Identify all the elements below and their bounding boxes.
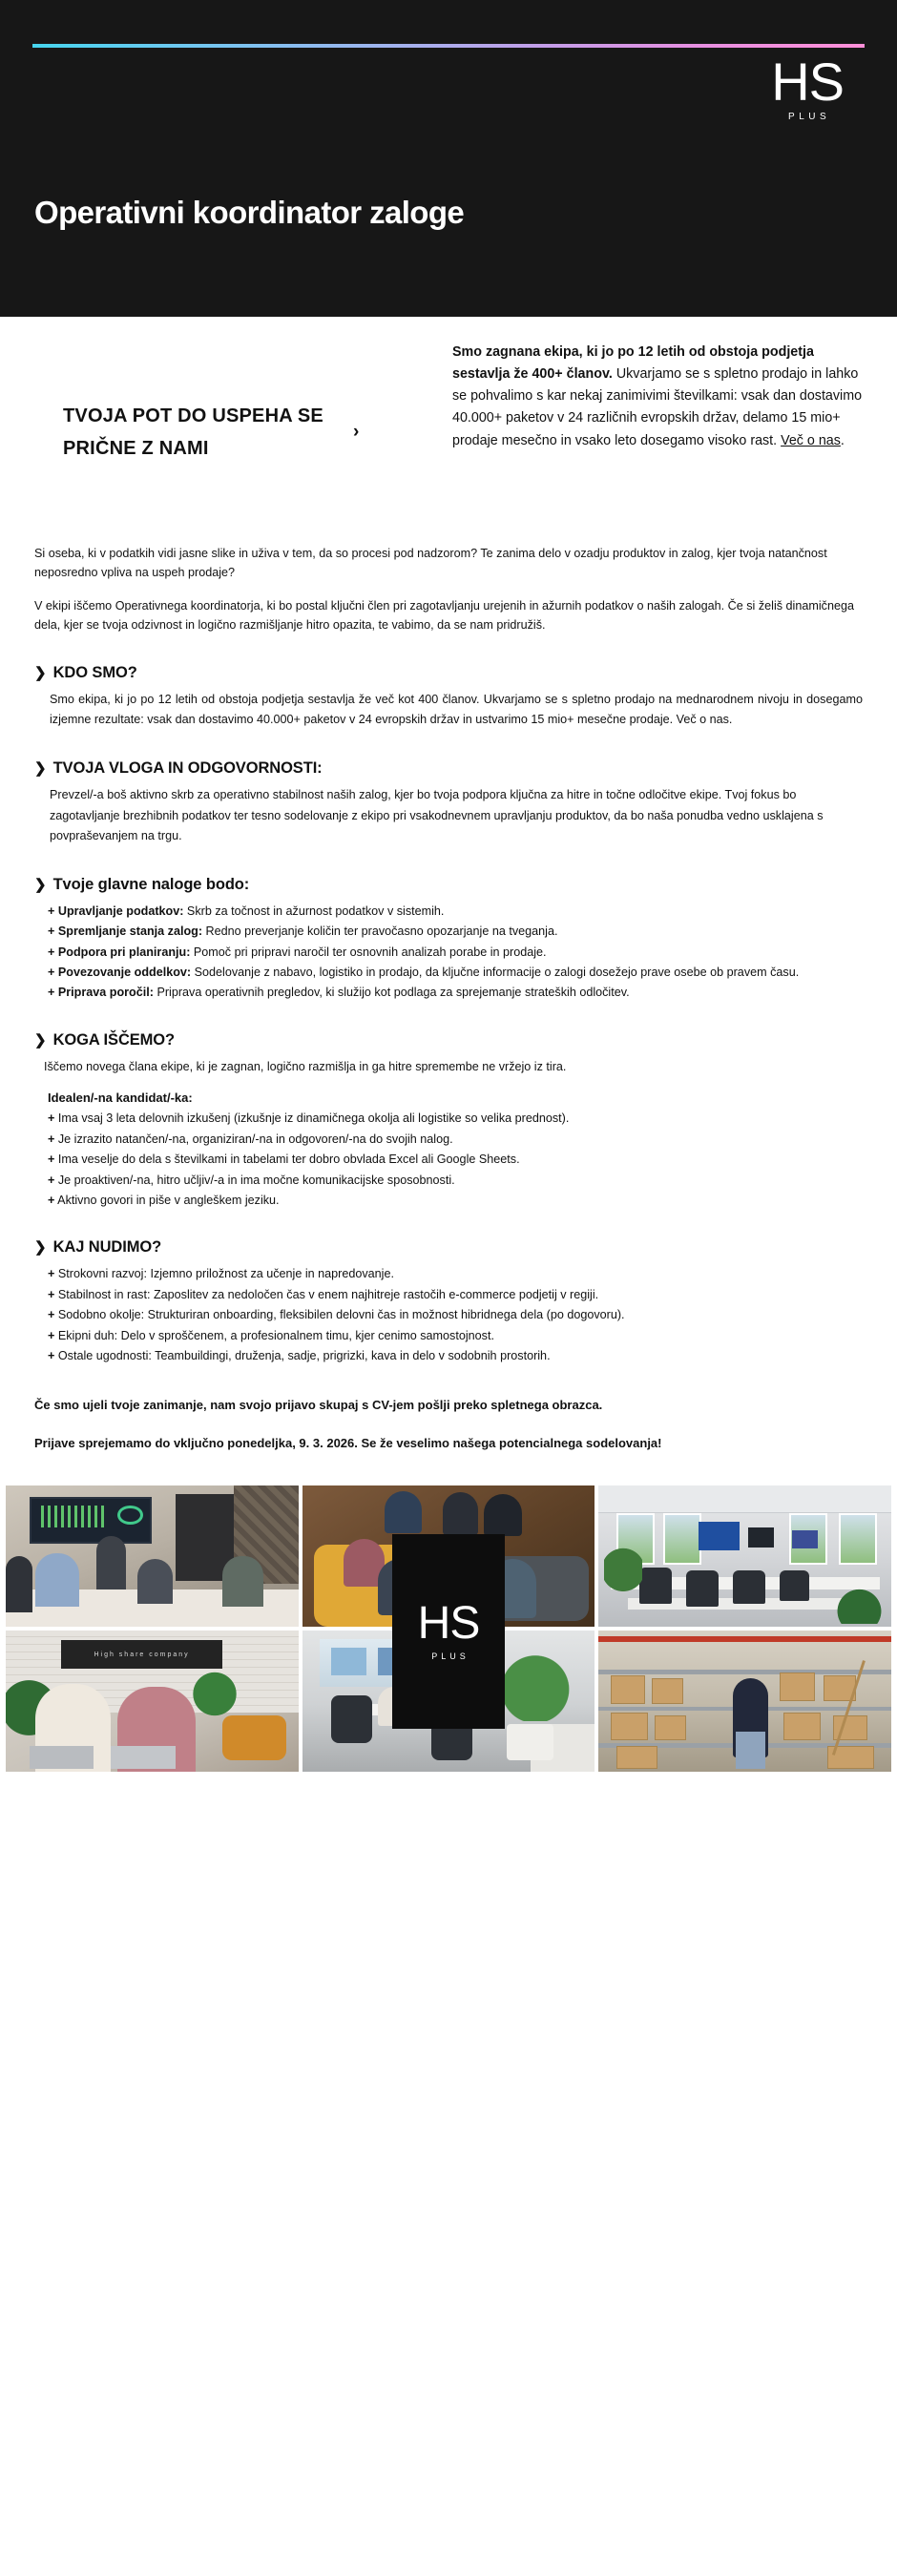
closing-deadline-text: Prijave sprejemamo do vključno ponedeljka, 9. 3. 2026. Se že veselimo našega potencialnega sodelovanja!: [34, 1436, 662, 1451]
list-item-label: Upravljanje podatkov:: [57, 904, 184, 918]
company-logo: [771, 52, 844, 122]
about-us-link[interactable]: Več o nas: [781, 432, 841, 448]
list-item-text: Sodobno okolje: Strukturiran onboarding, fleksibilen delovni čas in možnost hibridnega dela (po dogovoru).: [54, 1308, 625, 1322]
photo-person: [35, 1553, 79, 1607]
page-content: [0, 317, 897, 1453]
photo-box: [655, 1715, 687, 1741]
plus-icon: +: [48, 1308, 55, 1322]
photo-monitor: [748, 1527, 775, 1548]
intro-lead-rest: Ukvarjamo se s spletno prodajo in lahko se pohvalimo s kar nekaj zanimivimi številkami: vsak dan dostavimo 40.000+ paketov v 24 različnih evropskih držav, delamo 15 mio+ prodaje mesečno in vsako leto dosegamo visoko rast.: [452, 366, 863, 448]
list-item-text: Stabilnost in rast: Zaposlitev za nedoločen čas v enem najhitreje rastočih e-commerce podjetij v regiji.: [54, 1287, 599, 1301]
photo-person: [137, 1559, 173, 1604]
photo-box: [611, 1675, 646, 1704]
list-item-text: Sodelovanje z nabavo, logistiko in prodajo, da ključne informacije o zalogi dosežejo prave osebe ob pravem času.: [191, 966, 800, 980]
photo-gallery: [0, 1485, 897, 1777]
photo-person: [385, 1491, 423, 1533]
photo-person: [484, 1494, 522, 1536]
intro-section: [34, 317, 863, 523]
list-item-label: Spremljanje stanja zalog:: [57, 924, 203, 939]
subsection-heading-kandidat: Idealen/-na kandidat/-ka:: [48, 1091, 193, 1106]
photo-person: [222, 1556, 263, 1607]
list-item: [48, 1326, 863, 1345]
section-body-kdo-smo: Smo ekipa, ki jo po 12 letih od obstoja podjetja sestavlja že več kot 400 članov. Ukvarjamo se s spletno prodajo na mednarodnem nivoju in dosegamo izjemne rezultate: vsak dan dostavimo 40.000+ paketov v 24 evropskih držav in ustvarimo 15 mio+ mesečne prodaje. Več o nas.: [50, 692, 863, 727]
list-item: [48, 1130, 863, 1149]
photo-office-chair: [639, 1568, 672, 1604]
photo-plant-pot: [507, 1724, 553, 1760]
chevron-right-icon: ❯: [34, 876, 47, 893]
body-paragraph-2: V ekipi iščemo Operativnega koordinatorja, ki bo postal ključni člen pri zagotavljanju urejenih in ažurnih podatkov o naših zalogah. Če si želiš dinamičnega dela, kjer se tvoja odzivnost in logično razmišljanje hitro opazita, te vabimo, da se nam pridružiš.: [34, 598, 854, 633]
photo-warehouse: [598, 1631, 891, 1772]
list-item-label: Priprava poročil:: [57, 986, 154, 1000]
photo-window: [839, 1513, 877, 1564]
photo-office-chair: [780, 1570, 809, 1602]
plus-icon: +: [48, 986, 55, 1000]
plus-icon: +: [48, 1348, 55, 1362]
photo-ceiling-beam: [598, 1636, 891, 1642]
plus-icon: +: [48, 1153, 55, 1167]
list-item-label: Podpora pri planiranju:: [57, 945, 191, 959]
section-heading-text: Tvoje glavne naloge bodo:: [52, 875, 250, 893]
page-title: Operativni koordinator zaloge: [34, 195, 465, 230]
list-item-text: Je proaktiven/-na, hitro učljiv/-a in ima močne komunikacijske sposobnosti.: [54, 1173, 455, 1187]
intro-lead-paragraph: [445, 342, 863, 452]
plus-icon: +: [48, 966, 55, 980]
list-item: [48, 1346, 863, 1365]
logo-plus-text: PLUS: [788, 112, 831, 122]
chevron-right-icon: ›: [353, 422, 360, 442]
plus-icon: +: [48, 945, 55, 959]
photo-plant: [833, 1582, 886, 1624]
section-heading-text: KDO SMO?: [52, 663, 137, 681]
chevron-right-icon: ❯: [34, 664, 47, 681]
photo-plant: [604, 1536, 642, 1592]
list-item-text: Ima vsaj 3 leta delovnih izkušenj (izkušnje iz dinamičnega okolja ali logistike so velika prednost).: [54, 1111, 570, 1126]
gradient-divider: [32, 44, 865, 48]
list-item: [48, 983, 863, 1002]
list-item: [48, 1285, 863, 1304]
list-item-text: Redno preverjanje količin ter pravočasno opozarjanje na tveganja.: [202, 924, 558, 939]
photo-office-chair: [331, 1695, 372, 1743]
intro-left-column: [34, 342, 445, 523]
plus-icon: +: [48, 904, 55, 918]
section-body-koga-iscemo: Iščemo novega člana ekipe, ki je zagnan, logično razmišlja in ga hitre spremembe ne vržejo iz tira.: [44, 1059, 567, 1073]
chevron-right-icon: ❯: [34, 759, 47, 777]
list-item: [48, 963, 863, 982]
photo-open-office: [598, 1485, 891, 1627]
photo-box: [616, 1746, 657, 1769]
section-heading-kaj-nudimo: [34, 1238, 863, 1257]
chevron-right-icon: ❯: [34, 1239, 47, 1257]
intro-lead-period: .: [840, 432, 845, 448]
section-heading-text: KOGA IŠČEMO?: [52, 1030, 176, 1049]
photo-box: [780, 1672, 815, 1701]
hero-header: [0, 0, 897, 317]
list-item: [48, 1305, 863, 1324]
photo-monitor: [699, 1522, 740, 1550]
photo-monitor: [792, 1530, 819, 1548]
nudimo-list: [34, 1264, 863, 1365]
section-heading-naloge: [34, 876, 863, 894]
list-item-text: Je izrazito natančen/-na, organiziran/-na in odgovoren/-na do svojih nalog.: [54, 1132, 453, 1146]
plus-icon: +: [48, 1194, 55, 1208]
chevron-right-icon: ❯: [34, 1031, 47, 1049]
plus-icon: +: [48, 1132, 55, 1146]
photo-person: [96, 1536, 126, 1589]
photo-box: [652, 1678, 684, 1704]
list-item: [48, 922, 863, 941]
section-heading-kdo-smo: [34, 664, 863, 682]
section-heading-text: TVOJA VLOGA IN ODGOVORNOSTI:: [52, 758, 323, 777]
list-item: [48, 1191, 863, 1210]
photo-box: [611, 1713, 649, 1741]
list-item-text: Pomoč pri pripravi naročil ter osnovnih analizah porabe in prodaje.: [190, 945, 547, 959]
photo-person: [443, 1492, 478, 1534]
plus-icon: +: [48, 1267, 55, 1281]
list-item-text: Aktivno govori in piše v angleškem jeziku.: [54, 1194, 280, 1208]
list-item-text: Strokovni razvoj: Izjemno priložnost za učenje in napredovanje.: [54, 1267, 394, 1281]
plus-icon: +: [48, 1111, 55, 1126]
section-heading-vloga: [34, 759, 863, 778]
naloge-list: [34, 902, 863, 1003]
list-item: [48, 902, 863, 921]
closing-cta-text: Če smo ujeli tvoje zanimanje, nam svojo prijavo skupaj s CV-jem pošlji preko spletnega obrazca.: [34, 1398, 603, 1413]
list-item: [48, 943, 863, 962]
photo-wall-art: [331, 1648, 366, 1676]
photo-chart-bars: [41, 1506, 105, 1528]
photo-window: [663, 1513, 701, 1564]
overlay-logo-hs-text: HS: [417, 1598, 480, 1650]
logo-hs-text: HS: [771, 52, 844, 112]
plus-icon: +: [48, 1173, 55, 1187]
photo-orange-chair: [222, 1715, 286, 1760]
photo-ceiling: [598, 1485, 891, 1514]
photo-meeting-presentation: [6, 1485, 299, 1627]
photo-person: [6, 1556, 32, 1612]
intro-lead-bold: Smo zagnana ekipa, ki jo po 12 letih od obstoja podjetja sestavlja že 400+ članov.: [452, 344, 814, 383]
list-item-label: Povezovanje oddelkov:: [57, 966, 192, 980]
plus-icon: +: [48, 1287, 55, 1301]
photo-wall-sign-text: High share company: [94, 1651, 190, 1658]
kandidat-list: [34, 1109, 863, 1210]
list-item-text: Ima veselje do dela s številkami in tabelami ter dobro obvlada Excel ali Google Sheets.: [54, 1153, 520, 1167]
photo-laptop: [30, 1746, 94, 1769]
list-item-text: Ostale ugodnosti: Teambuildingi, druženja, sadje, prigrizki, kava in delo v sodobnih prostorih.: [54, 1348, 551, 1362]
photo-laptop: [111, 1746, 175, 1769]
section-heading-text: KAJ NUDIMO?: [52, 1238, 162, 1257]
list-item-text: Ekipni duh: Delo v sproščenem, a profesionalnem timu, kjer cenimo samostojnost.: [54, 1328, 494, 1342]
photo-box: [783, 1713, 822, 1741]
photo-office-chair: [686, 1570, 719, 1607]
intro-slogan: TVOJA POT DO USPEHA SE PRIČNE Z NAMI: [63, 405, 323, 459]
list-item: [48, 1109, 863, 1128]
photo-two-colleagues: [6, 1631, 299, 1772]
body-paragraph-1: Si oseba, ki v podatkih vidi jasne slike in uživa v tem, da so procesi pod nadzorom? Te zanima delo v ozadju produktov in zalog, kjer tvoja natančnost neposredno vpliva na uspeh prodaje?: [34, 547, 827, 580]
list-item: [48, 1150, 863, 1169]
section-body-vloga: Prevzel/-a boš aktivno skrb za operativno stabilnost naših zalog, kjer bo tvoja podpora ključna za hitre in točne odločitve ekipe. Tvoj fokus bo zagotavljanje brezhibnih podatkov ter tesno sodelovanje z ekipo pri vsakodnevnem upravljanju produktov, da bo naša ponudba vedno usklajena s povpraševanjem na trgu.: [50, 787, 824, 843]
section-heading-koga-iscemo: [34, 1031, 863, 1049]
photo-shelf: [598, 1670, 891, 1673]
photo-office-chair: [733, 1570, 765, 1605]
plus-icon: +: [48, 924, 55, 939]
gallery-logo-overlay: [392, 1534, 505, 1729]
list-item-text: Skrb za točnost in ažurnost podatkov v sistemih.: [183, 904, 445, 918]
overlay-logo-plus-text: PLUS: [431, 1652, 469, 1662]
list-item: [48, 1264, 863, 1283]
list-item-text: Priprava operativnih pregledov, ki služijo kot podlaga za sprejemanje strateških odločitev.: [153, 986, 630, 1000]
photo-worker-jeans: [736, 1732, 765, 1768]
plus-icon: +: [48, 1328, 55, 1342]
list-item: [48, 1171, 863, 1190]
